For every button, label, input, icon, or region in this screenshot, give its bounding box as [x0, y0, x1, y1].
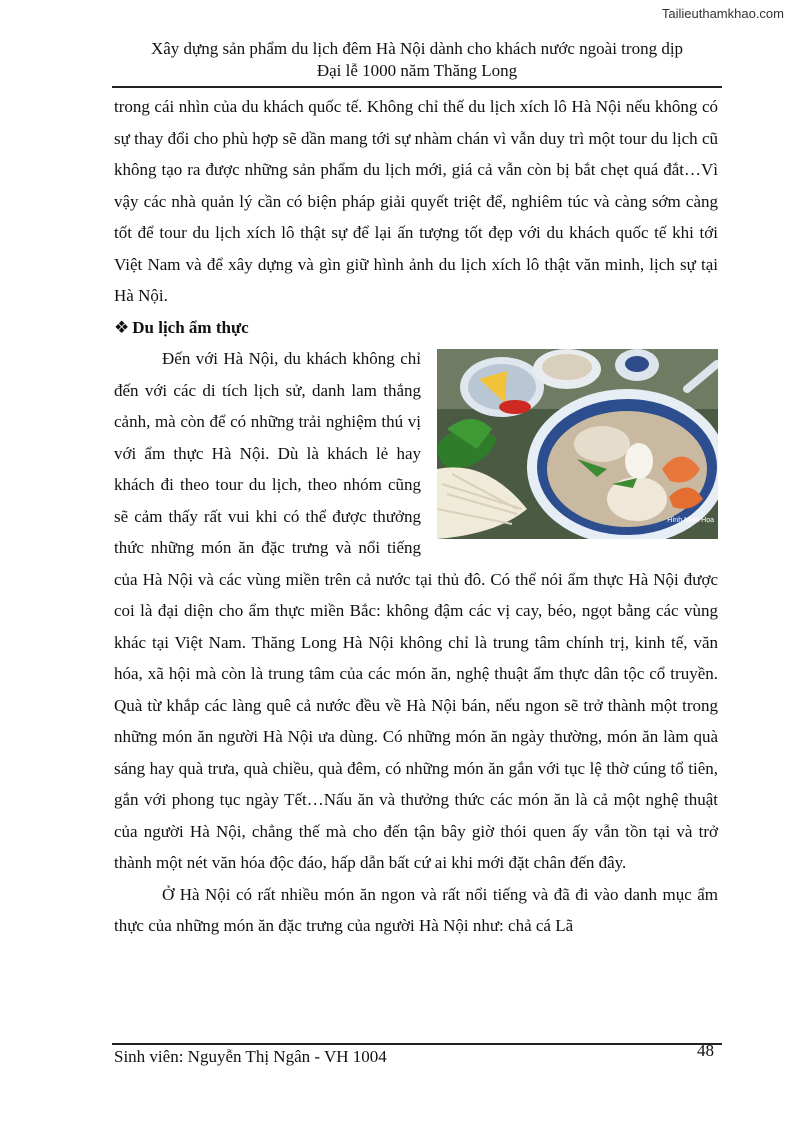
paragraph-3: Ở Hà Nội có rất nhiều món ăn ngon và rất nổi tiếng và đã đi vào danh mục ẩm thực của những món ăn đặc trưng của người Hà Nội như: chả cá Lã	[114, 884, 718, 935]
watermark: Tailieuthamkhao.com	[661, 6, 784, 21]
page-number: 48	[697, 1041, 714, 1060]
food-photo-image	[437, 349, 718, 539]
header-line-2: Đại lễ 1000 năm Thăng Long	[316, 61, 518, 80]
student-name: Sinh viên: Nguyễn Thị Ngân - VH 1004	[114, 1047, 387, 1066]
header-rule	[112, 86, 722, 88]
page-body	[114, 91, 718, 942]
diamond-bullet-icon: ❖	[114, 317, 130, 337]
paragraph-1: trong cái nhìn của du khách quốc tế. Không chỉ thế du lịch xích lô Hà Nội nếu không có sự thay đổi cho phù hợp sẽ dần mang tới sự nhàm chán vì vẫn duy trì một tour du lịch cũ không tạo ra được những sản phẩm du lịch mới, giá cả vẫn còn bị bắt chẹt quá đắt…Vì vậy các nhà quản lý cần có biện pháp giải quyết triệt để, nghiêm túc và càng sớm càng tốt để tour du lịch xích lô thật sự để lại ấn tượng tốt đẹp với du khách quốc tế khi tới Việt Nam và để xây dựng và gìn giữ hình ảnh du lịch xích lô thật văn minh, lịch sự tại Hà Nội.	[114, 97, 718, 305]
header-line-1: Xây dựng sản phẩm du lịch đêm Hà Nội dành cho khách nước ngoài trong dịp	[150, 39, 684, 58]
section-heading-text: Du lịch ẩm thực	[132, 317, 249, 337]
running-header	[112, 38, 722, 82]
section-heading	[114, 312, 718, 344]
paragraph-2: Đến với Hà Nội, du khách không chỉ đến với các di tích lịch sử, danh lam thắng cảnh, mà còn để có những trải nghiệm thú vị với ẩm thực Hà Nội. Dù là khách lẻ hay khách đi theo tour du lịch, theo nhóm cũng sẽ cảm thấy rất vui khi có thể được thưởng thức những món ăn đặc trưng và nổi tiếng của Hà Nội và các vùng miền trên cả nước tại thủ đô. Có thể nói ẩm thực Hà Nội được coi là đại diện cho ẩm thực miền Bắc: không đậm các vị cay, béo, ngọt bằng các vùng khác tại Việt Nam. Thăng Long Hà Nội không chỉ là trung tâm chính trị, kinh tế, văn hóa, xã hội mà còn là trung tâm của các món ăn, nghệ thuật ẩm thực dân tộc cổ truyền. Quà từ khắp các làng quê cả nước đều về Hà Nội bán, nếu ngon sẽ trở thành một trong những món ăn người Hà Nội ưa dùng. Có những món ăn ngày thường, món ăn làm quà sáng hay quà trưa, quà chiều, quà đêm, có những món ăn gắn với tục lệ thờ cúng tổ tiên, gắn với phong tục ngày Tết…Nấu ăn và thưởng thức các món ăn là cả một nghệ thuật của người Hà Nội, chẳng thế mà cho đến tận bây giờ thói quen ấy vẫn tồn tại và trở thành một nét văn hóa độc đáo, hấp dẫn bất cứ ai khi mới đặt chân đến đây.	[114, 349, 718, 872]
image-caption: Hình Minh Họa	[667, 516, 714, 524]
